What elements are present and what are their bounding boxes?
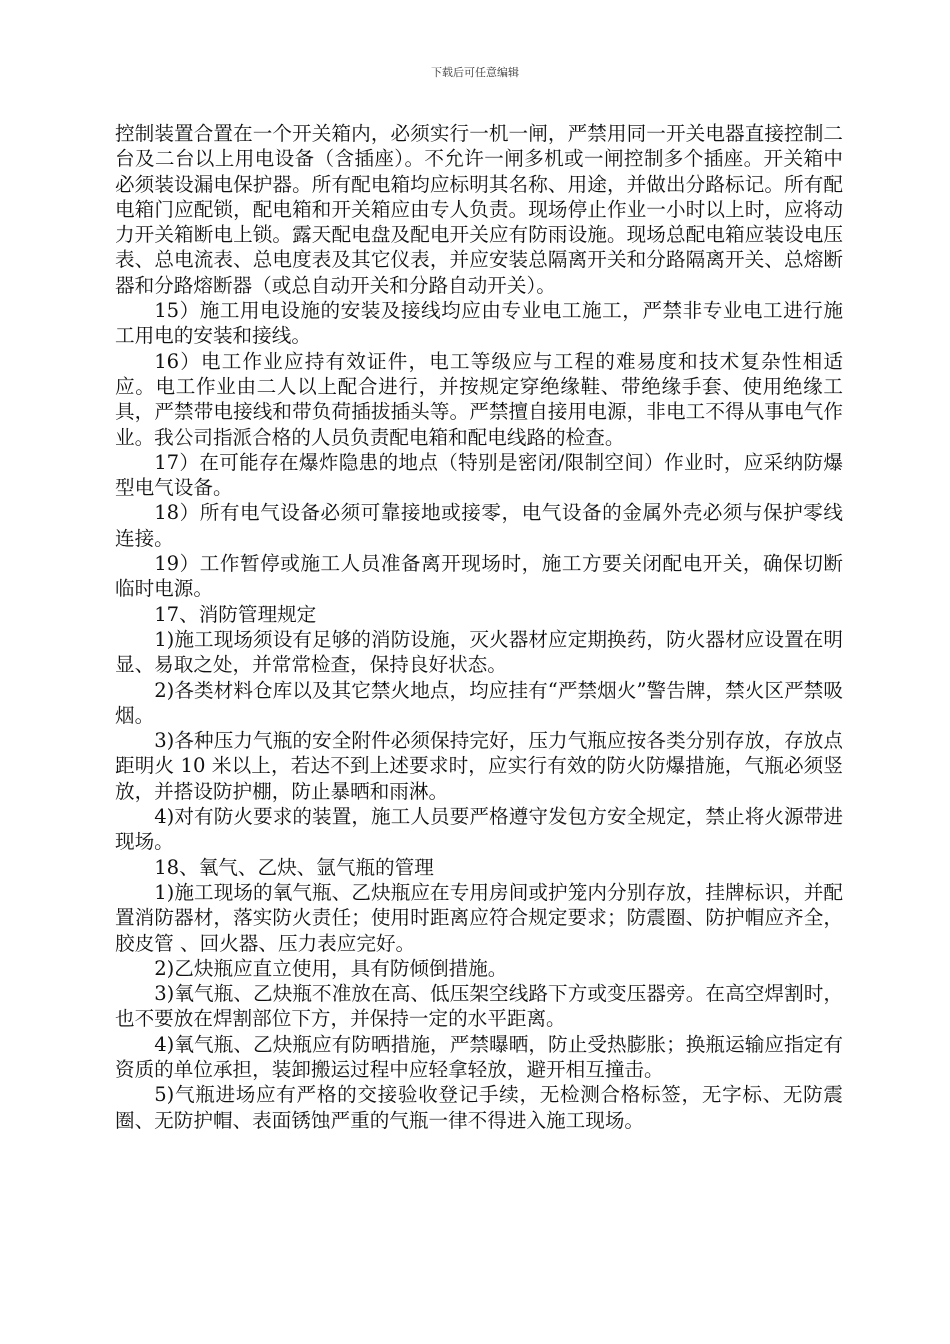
fire-rule-1: 1)施工现场须设有足够的消防设施，灭火器材应定期换药，防火器材应设置在明显、易取之处，并常常检查，保持良好状态。 xyxy=(115,627,843,677)
section-heading-fire-safety: 17、消防管理规定 xyxy=(154,602,317,626)
paragraph-16: 16）电工作业应持有效证件，电工等级应与工程的难易度和技术复杂性相适应。电工作业由二人以上配合进行，并按规定穿绝缘鞋、带绝缘手套、使用绝缘工具，严禁带电接线和带负荷插拔插头等。严禁擅自接用电源，非电工不得从事电气作业。我公司指派合格的人员负责配电箱和配电线路的检查。 xyxy=(115,349,843,449)
cylinder-rule-3: 3)氧气瓶、乙炔瓶不准放在高、低压架空线路下方或变压器旁。在高空焊割时，也不要放在焊割部位下方，并保持一定的水平距离。 xyxy=(115,982,843,1031)
cylinder-rule-2: 2)乙炔瓶应直立使用，具有防倾倒措施。 xyxy=(154,956,508,980)
fire-rule-4: 4)对有防火要求的装置，施工人员要严格遵守发包方安全规定，禁止将火源带进现场。 xyxy=(115,805,843,854)
paragraph-18: 18）所有电气设备必须可靠接地或接零，电气设备的金属外壳必须与保护零线连接。 xyxy=(115,501,843,550)
document-body xyxy=(115,121,843,1133)
paragraph-power-box-rules: 控制装置合置在一个开关箱内，必须实行一机一闸，严禁用同一开关电器直接控制二台及二台以上用电设备（含插座）。不允许一闸多机或一闸控制多个插座。开关箱中必须装设漏电保护器。所有配电箱均应标明其名称、用途，并做出分路标记。所有配电箱门应配锁，配电箱和开关箱应由专人负责。现场停止作业一小时以上时，应将动力开关箱断电上锁。露天配电盘及配电开关应有防雨设施。现场总配电箱应装设电压表、总电流表、总电度表及其它仪表，并应安装总隔离开关和分路隔离开关、总熔断器和分路熔断器（或总自动开关和分路自动开关）。 xyxy=(115,122,843,297)
fire-rule-2: 2)各类材料仓库以及其它禁火地点，均应挂有“严禁烟火”警告牌，禁火区严禁吸烟。 xyxy=(115,678,843,727)
cylinder-rule-5: 5)气瓶进场应有严格的交接验收登记手续，无检测合格标签，无字标、无防震圈、无防护帽、表面锈蚀严重的气瓶一律不得进入施工现场。 xyxy=(115,1083,843,1132)
section-heading-gas-cylinders: 18、氧气、乙炔、氩气瓶的管理 xyxy=(154,855,434,879)
page-header: 下载后可任意编辑 xyxy=(431,66,519,79)
paragraph-15: 15）施工用电设施的安装及接线均应由专业电工施工，严禁非专业电工进行施工用电的安装和接线。 xyxy=(115,299,843,348)
paragraph-19: 19）工作暂停或施工人员准备离开现场时，施工方要关闭配电开关，确保切断临时电源。 xyxy=(115,552,843,601)
cylinder-rule-1: 1)施工现场的氧气瓶、乙炔瓶应在专用房间或护笼内分别存放，挂牌标识，并配置消防器材，落实防火责任；使用时距离应符合规定要求；防震圈、防护帽应齐全，胶皮管 、回火器、压力表应完好。 xyxy=(115,880,843,955)
cylinder-rule-4: 4)氧气瓶、乙炔瓶应有防晒措施，严禁曝晒，防止受热膨胀；换瓶运输应指定有资质的单位承担，装卸搬运过程中应轻拿轻放，避开相互撞击。 xyxy=(115,1032,843,1081)
paragraph-17: 17）在可能存在爆炸隐患的地点（特别是密闭/限制空间）作业时，应采纳防爆型电气设备。 xyxy=(115,450,843,500)
fire-rule-3: 3)各种压力气瓶的安全附件必须保持完好，压力气瓶应按各类分别存放，存放点距明火 10 米以上，若达不到上述要求时，应实行有效的防火防爆措施，气瓶必须竖放，并搭设防护棚，防止暴晒和雨淋。 xyxy=(115,729,843,803)
